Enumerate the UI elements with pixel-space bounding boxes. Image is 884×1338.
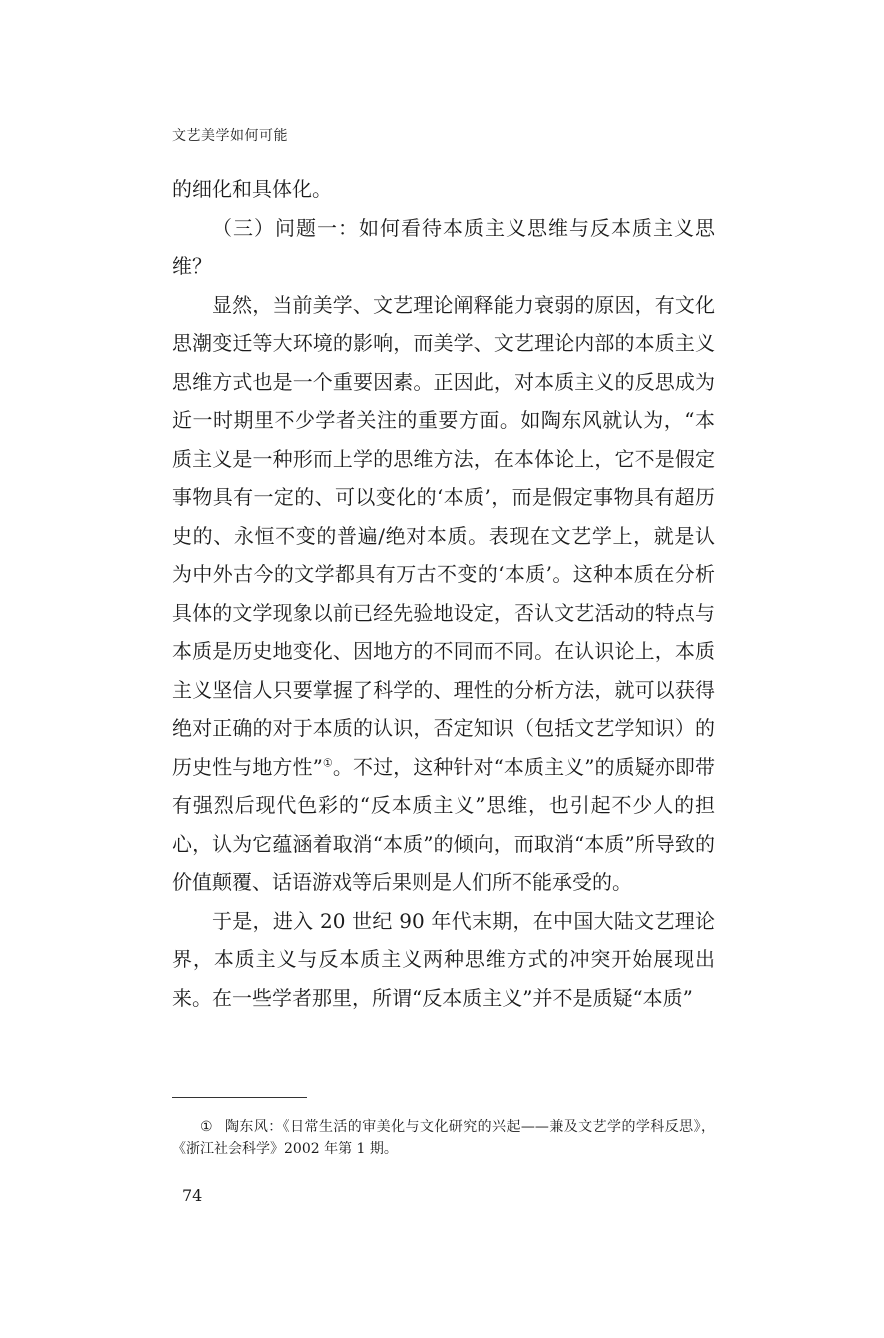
footnote-divider xyxy=(172,1097,307,1098)
paragraph-text-after-ref: 。不过，这种针对“本质主义”的质疑亦即带有强烈后现代色彩的“反本质主义”思维，也引起不少人的担心，认为它蕴涵着取消“本质”的倾向，而取消“本质”所导致的价值颠覆、话语游戏等后果则是人们所不能承受的。 xyxy=(172,754,715,894)
paragraph-text: 显然，当前美学、文艺理论阐释能力衰弱的原因，有文化思潮变迁等大环境的影响，而美学、文艺理论内部的本质主义思维方式也是一个重要因素。正因此，对本质主义的反思成为近一时期里不少学者关注的重要方面。如陶东风就认为，“本质主义是一种形而上学的思维方法，在本体论上，它不是假定事物具有一定的、可以变化的‘本质’，而是假定事物具有超历史的、永恒不变的普遍/绝对本质。表现在文艺学上，就是认为中外古今的文学都具有万古不变的‘本质’。这种本质在分析具体的文学现象以前已经先验地设定，否认文艺活动的特点与本质是历史地变化、因地方的不同而不同。在认识论上，本质主义坚信人只要掌握了科学的、理性的分析方法，就可以获得绝对正确的对于本质的认识，否定知识（包括文艺学知识）的历史性与地方性” xyxy=(172,292,715,779)
paragraph-continuation: 的细化和具体化。 xyxy=(172,177,332,201)
running-header: 文艺美学如何可能 xyxy=(172,128,288,144)
section-heading: （三）问题一：如何看待本质主义思维与反本质主义思维？ xyxy=(172,215,715,278)
footnote-reference[interactable]: ① xyxy=(322,755,333,769)
footnote-text: 陶东风：《日常生活的审美化与文化研究的兴起——兼及文艺学的学科反思》，《浙江社会科学》2002 年第 1 期。 xyxy=(172,1119,715,1157)
footnote xyxy=(172,1116,715,1160)
body-text xyxy=(172,170,715,1017)
page-number: 74 xyxy=(182,1186,203,1205)
footnote-mark: ① xyxy=(200,1119,213,1135)
paragraph: 于是，进入 20 世纪 90 年代末期，在中国大陆文艺理论界，本质主义与反本质主义两种思维方式的冲突开始展现出来。在一些学者那里，所谓“反本质主义”并不是质疑“本质” xyxy=(172,908,715,1010)
paragraph xyxy=(172,286,715,902)
